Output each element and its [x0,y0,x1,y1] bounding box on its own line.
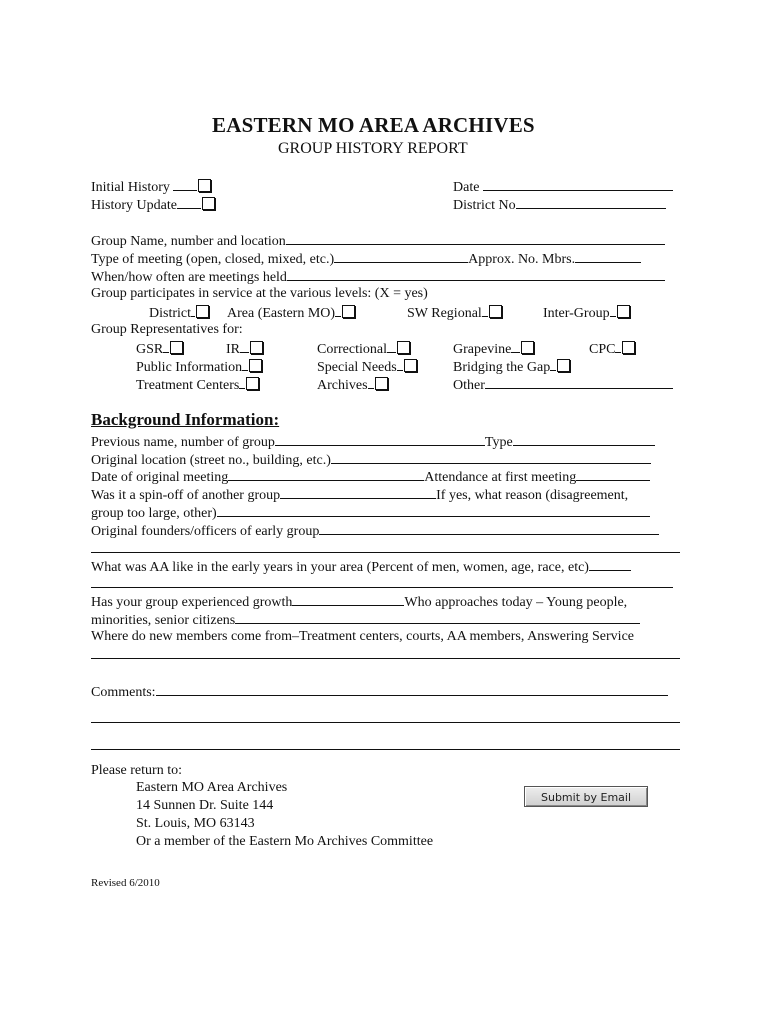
inter-group-line [610,303,616,317]
growth-row [91,592,627,612]
meetings-held-row [91,267,665,287]
special-needs-label: Special Needs [317,360,397,375]
initial-history-line [173,177,197,191]
comments-line-3[interactable] [91,749,680,750]
initial-history-row [91,177,211,197]
grapevine-option [453,339,534,359]
initial-history-label: Initial History [91,180,170,195]
grapevine-checkbox[interactable] [521,341,534,354]
public-information-checkbox[interactable] [249,359,262,372]
archives-line [368,375,374,389]
sw-regional-checkbox[interactable] [489,305,502,318]
date-label: Date [453,180,480,195]
archives-label: Archives [317,378,368,393]
other-label: Other [453,378,485,393]
ir-line [240,339,249,353]
district-label: District [149,306,191,321]
comments-row [91,682,668,702]
early-years-row [91,557,631,577]
founders-row [91,521,659,541]
district-option [149,303,209,323]
meeting-type-row [91,249,641,269]
special-needs-option [317,357,417,377]
other-field[interactable] [485,375,673,389]
date-original-row [91,467,650,487]
return-line-3: St. Louis, MO 63143 [136,816,255,831]
meetings-held-field[interactable] [287,267,665,281]
meetings-held-label: When/how often are meetings held [91,270,287,285]
early-years-extra-line[interactable] [91,587,673,588]
approx-mbrs-field[interactable] [575,249,641,263]
public-information-line [242,357,248,371]
revised-date: Revised 6/2010 [91,877,160,889]
reason-field[interactable] [217,503,650,517]
group-name-row [91,231,665,251]
bridging-the-gap-label: Bridging the Gap [453,360,551,375]
founders-extra-line[interactable] [91,552,680,553]
return-line-4: Or a member of the Eastern Mo Archives Committee [136,834,434,849]
inter-group-checkbox[interactable] [617,305,630,318]
minorities-row [91,610,640,630]
if-yes-label: If yes, what reason (disagreement, [436,488,629,503]
correctional-option [317,339,410,359]
inter-group-option [543,303,630,323]
area-option [227,303,355,323]
grapevine-label: Grapevine [453,342,512,357]
page-subtitle: GROUP HISTORY REPORT [278,140,468,157]
sw-regional-option [407,303,502,323]
ir-checkbox[interactable] [250,341,263,354]
district-checkbox[interactable] [196,305,209,318]
group-name-field[interactable] [286,231,665,245]
other-option [453,375,673,395]
date-field[interactable] [483,177,673,191]
bridging-the-gap-option [453,357,570,377]
history-update-checkbox[interactable] [202,197,215,210]
sw-regional-label: SW Regional [407,306,482,321]
public-information-option [136,357,262,377]
comments-label: Comments: [91,685,156,700]
meeting-type-label: Type of meeting (open, closed, mixed, etc.) [91,252,335,267]
treatment-centers-label: Treatment Centers [136,378,240,393]
minorities-label: minorities, senior citizens [91,613,236,628]
growth-label: Has your group experienced growth [91,595,293,610]
archives-option [317,375,388,395]
new-members-label: Where do new members come from–Treatment centers, courts, AA members, Answering Service [91,629,634,644]
previous-name-field[interactable] [275,432,485,446]
founders-field[interactable] [319,521,659,535]
spin-off-row [91,485,628,505]
previous-name-row [91,432,655,452]
previous-name-label: Previous name, number of group [91,435,275,450]
public-information-label: Public Information [136,360,243,375]
district-no-row [453,195,666,215]
treatment-centers-checkbox[interactable] [246,377,259,390]
cpc-checkbox[interactable] [622,341,635,354]
new-members-line[interactable] [91,658,680,659]
gsr-label: GSR [136,342,164,357]
grapevine-line [511,339,520,353]
representatives-label: Group Representatives for: [91,322,243,337]
growth-field[interactable] [292,592,404,606]
area-label: Area (Eastern MO) [227,306,336,321]
group-name-label: Group Name, number and location [91,234,286,249]
spin-off-label: Was it a spin-off of another group [91,488,281,503]
district-line [191,303,195,317]
date-row [453,177,673,197]
special-needs-checkbox[interactable] [404,359,417,372]
history-update-label: History Update [91,198,177,213]
too-large-row [91,503,650,523]
comments-field[interactable] [156,682,668,696]
area-line [335,303,341,317]
too-large-label: group too large, other) [91,506,217,521]
approx-mbrs-label: Approx. No. Mbrs. [468,252,576,267]
early-years-field[interactable] [589,557,631,571]
sw-regional-line [482,303,488,317]
correctional-label: Correctional [317,342,387,357]
initial-history-checkbox[interactable] [198,179,211,192]
gsr-line [163,339,169,353]
minorities-field[interactable] [235,610,640,624]
date-original-label: Date of original meeting [91,470,229,485]
gsr-checkbox[interactable] [170,341,183,354]
treatment-centers-line [239,375,245,389]
gsr-option [136,339,183,359]
comments-line-2[interactable] [91,722,680,723]
service-levels-label: Group participates in service at the various levels: (X = yes) [91,286,428,301]
original-location-label: Original location (street no., building, etc.) [91,453,331,468]
correctional-line [387,339,396,353]
area-checkbox[interactable] [342,305,355,318]
meeting-type-field[interactable] [334,249,468,263]
type-field[interactable] [513,432,655,446]
district-no-field[interactable] [516,195,666,209]
cpc-label: CPC [589,342,616,357]
date-original-field[interactable] [228,467,424,481]
spin-off-field[interactable] [280,485,436,499]
return-line-2: 14 Sunnen Dr. Suite 144 [136,798,274,813]
original-location-field[interactable] [331,450,651,464]
correctional-checkbox[interactable] [397,341,410,354]
history-update-row [91,195,215,215]
bridging-the-gap-line [550,357,556,371]
cpc-option [589,339,635,359]
bridging-the-gap-checkbox[interactable] [557,359,570,372]
cpc-line [615,339,621,353]
early-years-label: What was AA like in the early years in your area (Percent of men, women, age, race, etc) [91,560,589,575]
attendance-first-label: Attendance at first meeting [424,470,577,485]
district-no-label: District No [453,198,516,213]
return-line-1: Eastern MO Area Archives [136,780,288,795]
history-update-line [177,195,201,209]
type-label: Type [484,435,513,450]
page-title: EASTERN MO AREA ARCHIVES [212,113,535,137]
attendance-first-field[interactable] [576,467,650,481]
ir-label: IR [226,342,240,357]
archives-checkbox[interactable] [375,377,388,390]
founders-label: Original founders/officers of early group [91,524,320,539]
please-return-label: Please return to: [91,763,182,778]
special-needs-line [397,357,403,371]
who-approaches-label: Who approaches today – Young people, [404,595,628,610]
ir-option [226,339,263,359]
background-heading: Background Information: [91,410,280,429]
treatment-centers-option [136,375,259,395]
inter-group-label: Inter-Group [543,306,610,321]
submit-by-email-button[interactable]: Submit by Email [524,786,648,807]
